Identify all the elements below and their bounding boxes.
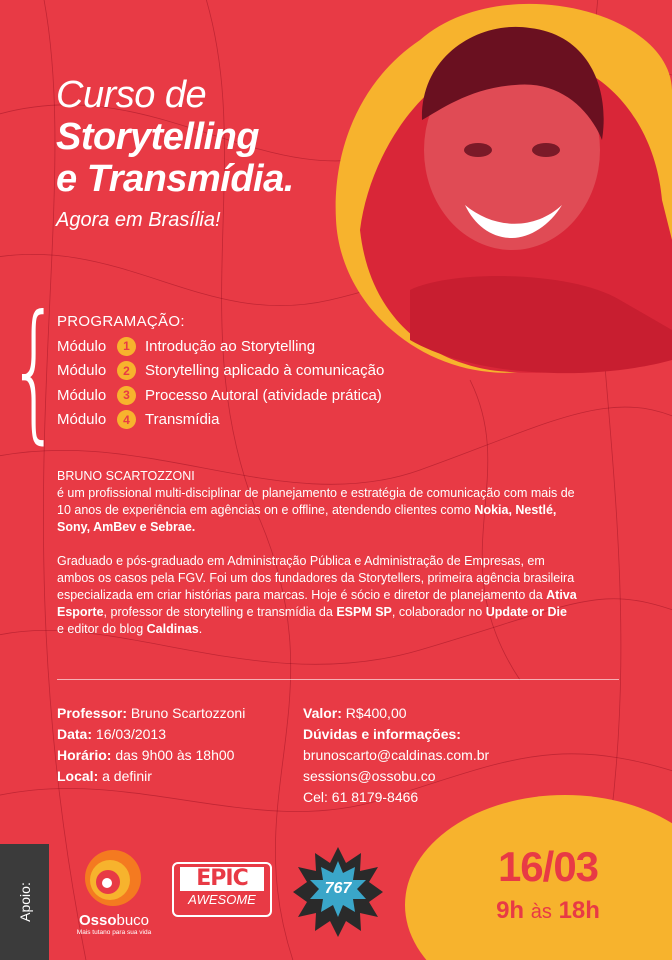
bio-text: , colaborador no [391, 605, 486, 619]
module-label: Introdução ao Storytelling [145, 337, 316, 355]
module-number-badge: 3 [117, 386, 136, 405]
instructor-name: BRUNO SCARTOZZONI [57, 469, 195, 483]
awesome-logo-text: AWESOME [188, 892, 256, 907]
location-line: Local: a definir [57, 768, 152, 784]
contact-details [303, 703, 489, 808]
module-label: Storytelling aplicado à comunicação [145, 362, 385, 380]
bio-text: , professor de storytelling e transmídia da [103, 605, 337, 619]
course-details [57, 703, 245, 787]
module-item [57, 408, 384, 433]
module-label: Processo Autoral (atividade prática) [145, 386, 382, 404]
bio-text: Graduado e pós-graduado em Administração Pública e Administração de Empresas, em ambos os casos pela FGV. Foi um dos fundadores da Storytellers, primeira agência brasileira especializada em criar histórias para marcas. Hoje é sócio e diretor de planejamento da [57, 554, 575, 602]
bio-highlight: ESPM SP [336, 605, 392, 619]
highlight-time: 9h às 18h [496, 897, 600, 924]
ossobuco-logo-name: Ossobuco [78, 912, 150, 929]
module-word: Módulo [57, 386, 107, 404]
phone-line: Cel: 61 8179-8466 [303, 789, 419, 805]
program-list [57, 313, 384, 432]
instructor-bio [57, 468, 577, 638]
questions-heading: Dúvidas e informações: [303, 726, 461, 742]
bio-paragraph-2 [57, 553, 577, 638]
bio-highlight: Ativa Esporte [57, 588, 577, 619]
767-badge-text: 767 [324, 880, 352, 897]
schedule-line: Horário: das 9h00 às 18h00 [57, 747, 235, 763]
curly-brace: { [8, 284, 61, 458]
title-line-3: e Transmídia. [56, 158, 294, 200]
bio-text: é um profissional multi-disciplinar de planejamento e estratégia de comunicação com mais de 10 anos de experiência em agências on e offline, atendendo clientes como [57, 486, 575, 517]
bio-paragraph-1 [57, 485, 577, 536]
module-word: Módulo [57, 362, 107, 380]
date-line: Data: 16/03/2013 [57, 726, 166, 742]
module-number-badge: 4 [117, 410, 136, 429]
divider [57, 679, 619, 680]
bio-clients: Nokia, Nestlé, Sony, AmBev e Sebrae. [57, 503, 557, 534]
price-line: Valor: R$400,00 [303, 705, 407, 721]
title-line-2: Storytelling [56, 116, 260, 158]
professor-line: Professor: Bruno Scartozzoni [57, 705, 246, 721]
title-subtitle: Agora em Brasília! [56, 209, 221, 231]
module-item [57, 334, 384, 359]
module-item [57, 383, 384, 408]
bio-text: e editor do blog [57, 622, 147, 636]
module-number-badge: 2 [117, 361, 136, 380]
ossobuco-tagline: Mais tutano para sua vida [76, 929, 152, 936]
epic-logo-text: EPIC [196, 866, 248, 891]
program-heading: PROGRAMAÇÃO: [57, 313, 185, 330]
bio-text: . [198, 622, 203, 636]
support-label: Apoio: [16, 882, 33, 922]
title-line-1: Curso de [56, 74, 207, 116]
bio-highlight: Update or Die [485, 605, 567, 619]
bio-highlight: Caldinas [146, 622, 199, 636]
module-label: Transmídia [145, 411, 220, 429]
module-word: Módulo [57, 411, 107, 429]
email-link[interactable]: sessions@ossobu.co [303, 768, 436, 784]
email-link[interactable]: brunoscarto@caldinas.com.br [303, 747, 490, 763]
module-number-badge: 1 [117, 337, 136, 356]
module-word: Módulo [57, 337, 107, 355]
course-title [56, 76, 294, 230]
module-item [57, 359, 384, 384]
highlight-date: 16/03 [497, 843, 599, 890]
